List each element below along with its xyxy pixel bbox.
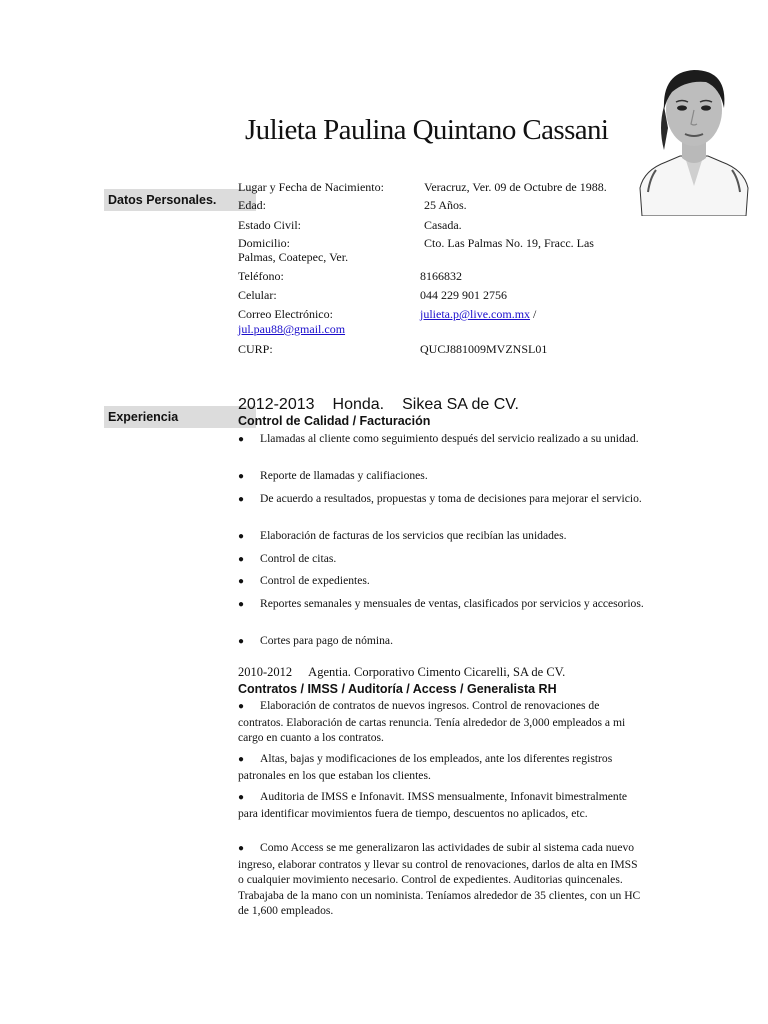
- job1-bullet-7: ● Reportes semanales y mensuales de ventas, clasificados por servicios y accesorios.: [238, 597, 644, 610]
- job1-bullet-1: ● Llamadas al cliente como seguimiento después del servicio realizado a su unidad.: [238, 432, 639, 445]
- age-value: 25 Años.: [424, 198, 467, 212]
- curp-label: CURP:: [238, 342, 273, 356]
- cell-label: Celular:: [238, 288, 277, 302]
- job2-title: Contratos / IMSS / Auditoría / Access / Generalista RH: [238, 682, 557, 696]
- age-label: Edad:: [238, 198, 266, 212]
- email-line: [420, 307, 536, 321]
- email-link-primary[interactable]: julieta.p@live.com.mx: [420, 307, 531, 321]
- address-label: Domicilio:: [238, 236, 290, 250]
- job2-bullet-2: ● Altas, bajas y modificaciones de los empleados, ante los diferentes registros patronales en los que estaban los clientes.: [238, 752, 613, 782]
- job1-bullet-6: ● Control de expedientes.: [238, 574, 370, 587]
- job2-header: [238, 665, 581, 680]
- civil-status-value: Casada.: [424, 218, 462, 232]
- email-separator: /: [530, 307, 537, 321]
- job1-header: [238, 396, 537, 414]
- resume-name: Julieta Paulina Quintano Cassani: [245, 114, 609, 146]
- birth-label: Lugar y Fecha de Nacimiento:: [238, 180, 384, 194]
- civil-status-label: Estado Civil:: [238, 218, 301, 232]
- cell-value: 044 229 901 2756: [420, 288, 507, 302]
- email-label: Correo Electrónico:: [238, 307, 333, 321]
- address-continuation: Palmas, Coatepec, Ver.: [238, 250, 349, 264]
- job2-years: 2010-2012: [238, 665, 293, 679]
- section-experience: Experiencia: [104, 406, 256, 428]
- job1-years: 2012-2013: [238, 396, 315, 413]
- phone-value: 8166832: [420, 269, 462, 283]
- address-value: Cto. Las Palmas No. 19, Fracc. Las: [424, 236, 594, 250]
- job2-company: Agentia. Corporativo Cimento Cicarelli, SA de CV.: [308, 665, 566, 679]
- job1-bullet-2: ● Reporte de llamadas y califiaciones.: [238, 469, 428, 482]
- profile-photo: [636, 58, 752, 216]
- job1-bullet-4: ● Elaboración de facturas de los servicios que recibían las unidades.: [238, 529, 567, 542]
- job1-bullet-8: ● Cortes para pago de nómina.: [238, 634, 393, 647]
- job1-bullet-3: ● De acuerdo a resultados, propuestas y toma de decisiones para mejorar el servicio.: [238, 492, 642, 505]
- job1-title: Control de Calidad / Facturación: [238, 414, 431, 428]
- phone-label: Teléfono:: [238, 269, 284, 283]
- job1-bullet-5: ● Control de citas.: [238, 552, 337, 565]
- job2-bullet-3: ● Auditoria de IMSS e Infonavit. IMSS mensualmente, Infonavit bimestralmente para identificar movimientos fuera de tiempo, descuentos no aplicados, etc.: [238, 790, 628, 820]
- email-line-2: [238, 322, 345, 336]
- job1-employer: Sikea SA de CV.: [402, 396, 519, 413]
- curp-value: QUCJ881009MVZNSL01: [420, 342, 548, 356]
- section-personal-data: Datos Personales.: [104, 189, 256, 211]
- job2-bullet-1: ● Elaboración de contratos de nuevos ingresos. Control de renovaciones de contratos. Elaboración de cartas renuncia. Tenía alrededor de 3,000 empleados a mi cargo en cuanto a los contratos.: [238, 699, 626, 744]
- job2-bullet-4: ● Como Access se me generalizaron las actividades de subir al sistema cada nuevo ingreso, elaborar contratos y llevar su control de renovaciones, darlos de alta en IMSS o cualquier movimiento necesario. Control de expedientes. Auditorias quincenales. Trabajaba de la mano con un nominista. Teníamos alrededor de 35 clientes, con un HC de 1,600 empleados.: [238, 841, 641, 917]
- job1-company: Honda.: [332, 396, 385, 413]
- email-link-secondary[interactable]: jul.pau88@gmail.com: [238, 322, 346, 336]
- birth-value: Veracruz, Ver. 09 de Octubre de 1988.: [424, 180, 607, 194]
